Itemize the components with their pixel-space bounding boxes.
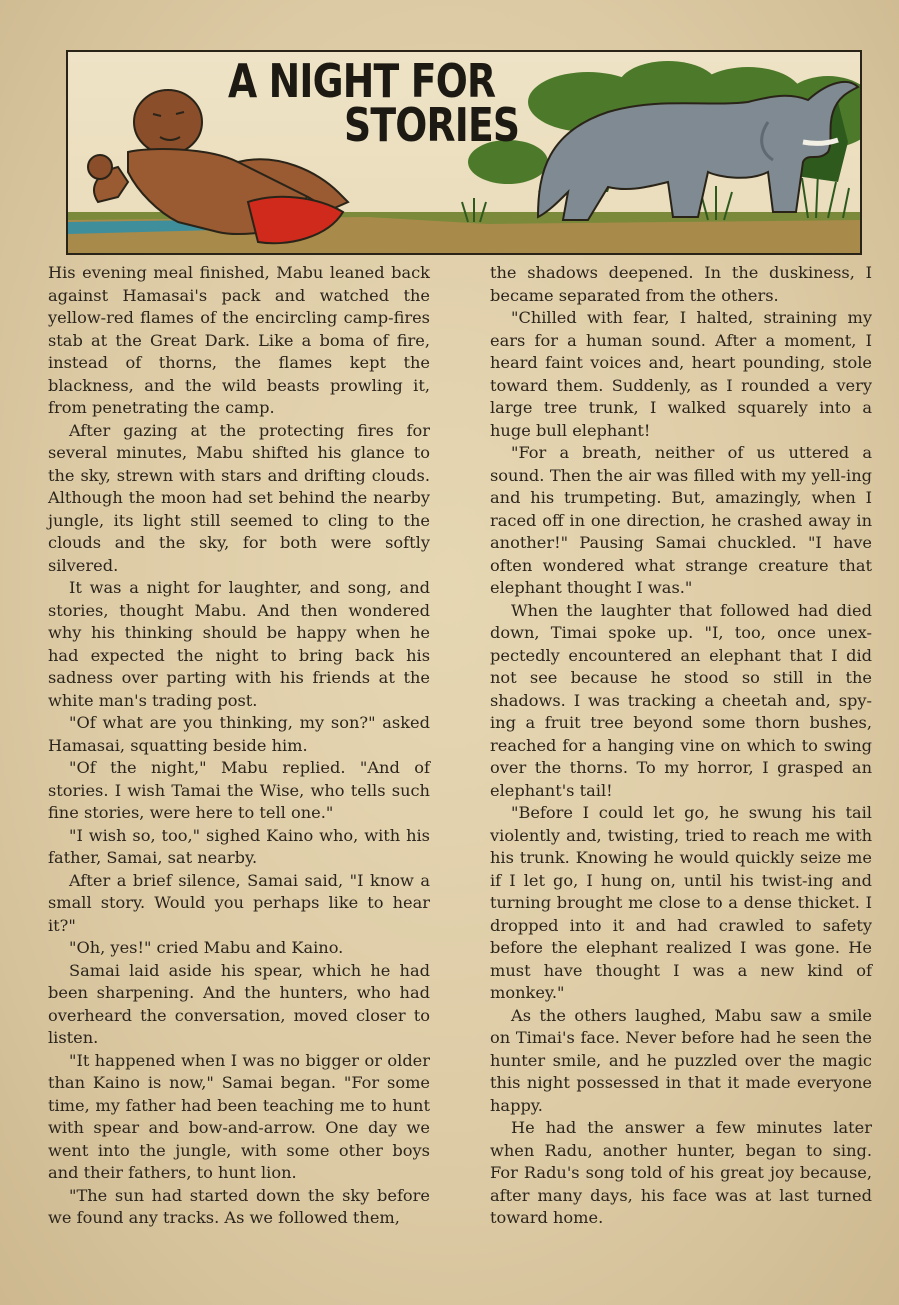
paragraph: "Oh, yes!" cried Mabu and Kaino.	[69, 938, 344, 957]
paragraph: It was a night for laughter, and song, and stories, thought Mabu. And then wondered why his thinking should be happy when he had expected the night to bring back his sadness over parting with his friends at the white man's trading post.	[48, 578, 430, 710]
paragraph: the shadows deepened. In the duskiness, I became separated from the others.	[490, 263, 872, 305]
paragraph: "Of what are you thinking, my son?" asked Hamasai, squatting beside him.	[48, 713, 430, 755]
paragraph: "Before I could let go, he swung his tail violently and, twisting, tried to reach me with his trunk. Knowing he would quickly seize me if I let go, I hung on, until his twist-ing and turning brought me close to a dense thicket. I dropped into it and had crawled to safety before the elephant realized I was gone. He must have thought I was a new kind of monkey."	[490, 803, 872, 1002]
title-illustration-panel	[66, 50, 862, 255]
paragraph: Samai laid aside his spear, which he had been sharpening. And the hunters, who had overheard the conversation, moved closer to listen.	[48, 960, 430, 1047]
paragraph: "For a breath, neither of us uttered a sound. Then the air was filled with my yell-ing and his trumpeting. But, amazingly, when I raced off in one direction, he crashed away in another!" Pausing Samai chuckled. "I have often wondered what strange creature that elephant thought I was."	[490, 443, 872, 597]
paragraph: After gazing at the protecting fires for several minutes, Mabu shifted his glance to the sky, strewn with stars and drifting clouds. Although the moon had set behind the nearby jungle, its light still seemed to cling to the clouds and the sky, for both were softly silvered.	[48, 420, 430, 575]
title-line-2: STORIES	[344, 98, 520, 152]
title-line-1: A NIGHT FOR	[228, 54, 496, 108]
paragraph: "It happened when I was no bigger or older than Kaino is now," Samai began. "For some time, my father had been teaching me to hunt with spear and bow-and-arrow. One day we went into the jungle, with some other boys and their fathers, to hunt lion.	[48, 1050, 430, 1182]
paragraph: "The sun had started down the sky before we found any tracks. As we followed them,	[48, 1185, 430, 1227]
paragraph: His evening meal finished, Mabu leaned back against Hamasai's pack and watched the yellow-red flames of the encircling camp-fires stab at the Great Dark. Like a boma of fire, instead of thorns, the flames kept the blackness, and the wild beasts prowling it, from penetrating the camp.	[48, 263, 430, 417]
paragraph: "Chilled with fear, I halted, straining my ears for a human sound. After a moment, I heard faint voices and, heart pounding, stole toward them. Suddenly, as I rounded a very large tree trunk, I walked squarely into a huge bull elephant!	[490, 308, 872, 440]
paragraph: "Of the night," Mabu replied. "And of stories. I wish Tamai the Wise, who tells such fine stories, were here to tell one."	[48, 758, 430, 822]
paragraph: "I wish so, too," sighed Kaino who, with his father, Samai, sat nearby.	[48, 825, 430, 867]
paragraph: He had the answer a few minutes later when Radu, another hunter, began to sing. For Radu's song told of his great joy because, after many days, his face was at last turned toward home.	[490, 1118, 872, 1227]
paragraph: As the others laughed, Mabu saw a smile on Timai's face. Never before had he seen the hunter smile, and he puzzled over the magic this night possessed in that it made everyone happy.	[490, 1005, 872, 1115]
paragraph: After a brief silence, Samai said, "I know a small story. Would you perhaps like to hear it?"	[48, 870, 430, 935]
paragraph: When the laughter that followed had died down, Timai spoke up. "I, too, once unex-pectedly encountered an elephant that I did not see because he stood so still in the shadows. I was tracking a cheetah and, spy-ing a fruit tree beyond some thorn bushes, reached for a hanging vine on which to swing over the thorns. To my horror, I grasped an elephant's tail!	[490, 600, 872, 800]
left-text-column	[48, 262, 430, 1230]
right-text-column	[490, 262, 872, 1230]
